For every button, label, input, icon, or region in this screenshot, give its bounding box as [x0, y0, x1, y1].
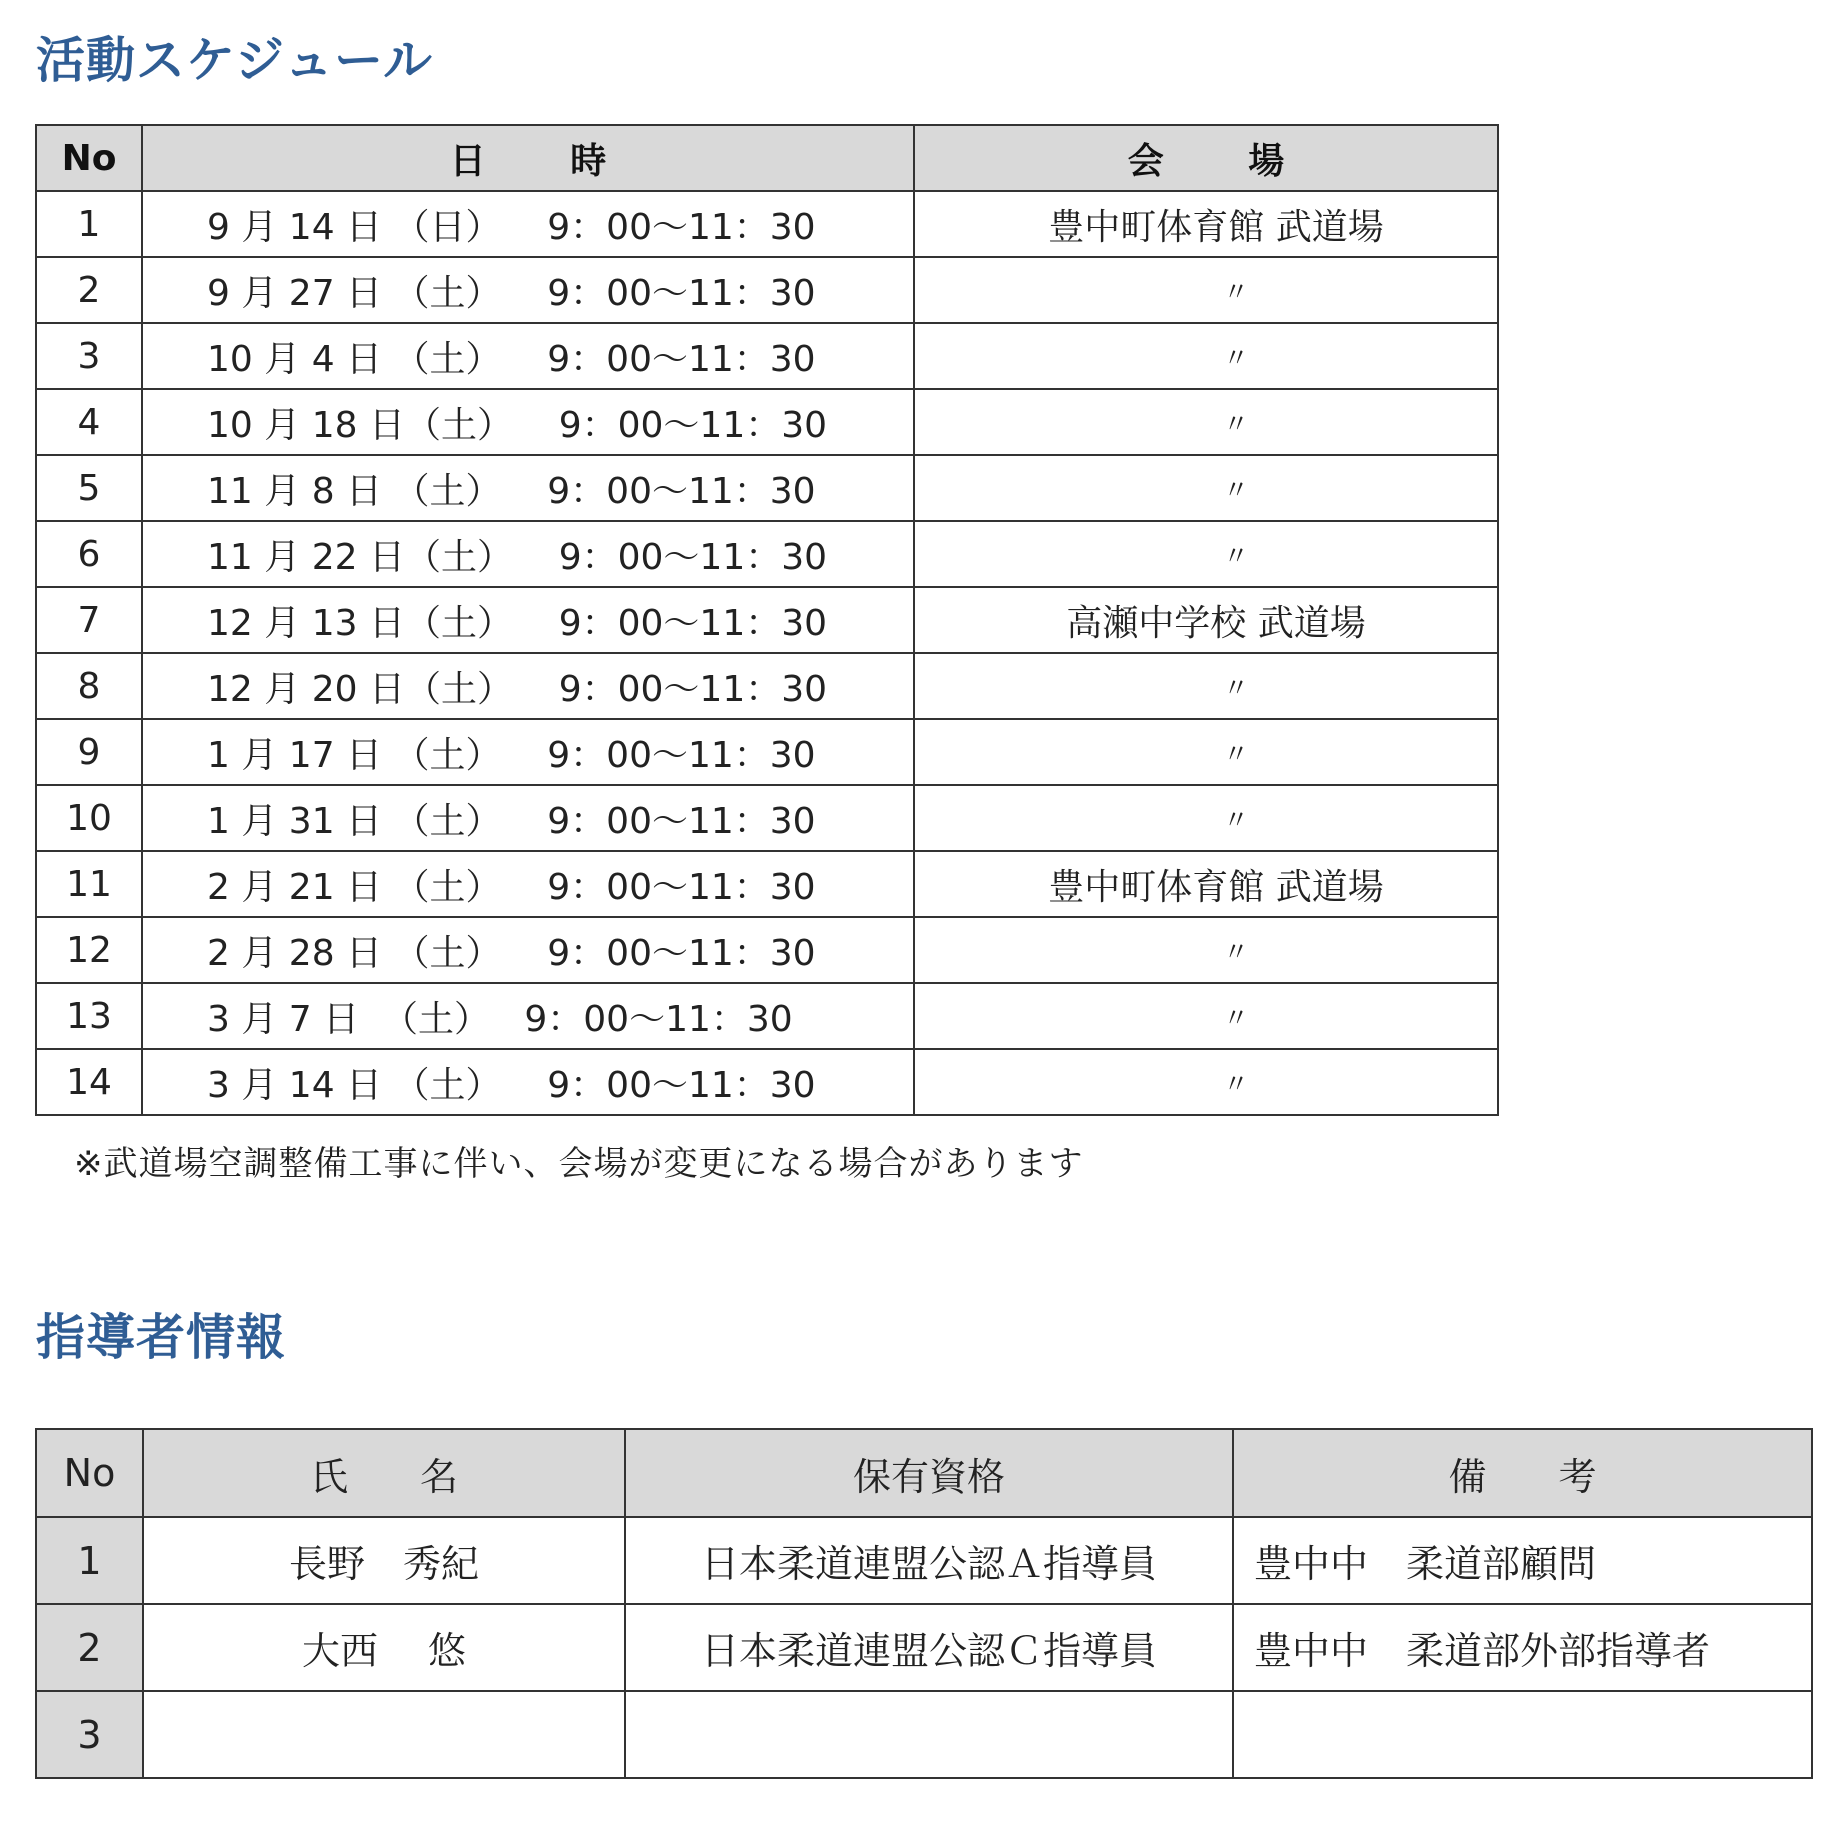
schedule-cell-no: 6	[36, 521, 142, 587]
schedule-row	[36, 257, 1498, 323]
schedule-cell-venue: 〃	[914, 257, 1498, 323]
coach-cell-remarks: 豊中中 柔道部外部指導者	[1233, 1604, 1812, 1691]
coach-cell-name: 大西 悠	[143, 1604, 625, 1691]
schedule-cell-no: 5	[36, 455, 142, 521]
schedule-row	[36, 917, 1498, 983]
schedule-cell-datetime: 1 月 31 日 （土） 9：00～11：30	[142, 785, 914, 851]
schedule-cell-no: 14	[36, 1049, 142, 1115]
schedule-cell-datetime: 10 月 4 日 （土） 9：00～11：30	[142, 323, 914, 389]
schedule-row	[36, 323, 1498, 389]
coaches-header-no: No	[36, 1429, 143, 1517]
coach-cell-name	[143, 1691, 625, 1778]
schedule-cell-venue: 〃	[914, 389, 1498, 455]
schedule-cell-venue: 豊中町体育館 武道場	[914, 191, 1498, 257]
schedule-cell-datetime: 3 月 7 日 （土） 9：00～11：30	[142, 983, 914, 1049]
coach-row	[36, 1517, 1812, 1604]
coach-cell-no: 3	[36, 1691, 143, 1778]
schedule-cell-datetime: 12 月 20 日（土） 9：00～11：30	[142, 653, 914, 719]
schedule-row	[36, 983, 1498, 1049]
schedule-row	[36, 851, 1498, 917]
schedule-row	[36, 191, 1498, 257]
schedule-cell-datetime: 9 月 27 日 （土） 9：00～11：30	[142, 257, 914, 323]
coach-cell-qualification	[625, 1691, 1233, 1778]
schedule-cell-venue: 〃	[914, 785, 1498, 851]
coach-cell-qualification: 日本柔道連盟公認Ａ指導員	[625, 1517, 1233, 1604]
coaches-header-remarks: 備 考	[1233, 1429, 1812, 1517]
schedule-cell-datetime: 2 月 21 日 （土） 9：00～11：30	[142, 851, 914, 917]
coach-row	[36, 1691, 1812, 1778]
schedule-cell-no: 2	[36, 257, 142, 323]
coach-cell-remarks	[1233, 1691, 1812, 1778]
coaches-header-qualification: 保有資格	[625, 1429, 1233, 1517]
schedule-cell-venue: 〃	[914, 983, 1498, 1049]
schedule-cell-no: 8	[36, 653, 142, 719]
schedule-cell-venue: 豊中町体育館 武道場	[914, 851, 1498, 917]
coaches-table	[35, 1428, 1813, 1779]
schedule-cell-datetime: 11 月 22 日（土） 9：00～11：30	[142, 521, 914, 587]
schedule-cell-datetime: 9 月 14 日 （日） 9：00～11：30	[142, 191, 914, 257]
schedule-cell-no: 4	[36, 389, 142, 455]
schedule-cell-datetime: 2 月 28 日 （土） 9：00～11：30	[142, 917, 914, 983]
schedule-cell-venue: 〃	[914, 323, 1498, 389]
coaches-title: 指導者情報	[36, 1309, 287, 1366]
schedule-body	[36, 191, 1498, 1115]
schedule-cell-no: 12	[36, 917, 142, 983]
schedule-header-venue: 会 場	[914, 125, 1498, 191]
schedule-title: 活動スケジュール	[36, 32, 434, 89]
schedule-cell-datetime: 1 月 17 日 （土） 9：00～11：30	[142, 719, 914, 785]
schedule-cell-venue: 高瀬中学校 武道場	[914, 587, 1498, 653]
schedule-cell-venue: 〃	[914, 521, 1498, 587]
schedule-header-datetime: 日 時	[142, 125, 914, 191]
schedule-cell-no: 9	[36, 719, 142, 785]
schedule-row	[36, 653, 1498, 719]
schedule-header-no: No	[36, 125, 142, 191]
schedule-cell-no: 1	[36, 191, 142, 257]
schedule-cell-no: 7	[36, 587, 142, 653]
coaches-header-row	[36, 1429, 1812, 1517]
schedule-row	[36, 785, 1498, 851]
schedule-cell-no: 3	[36, 323, 142, 389]
schedule-row	[36, 1049, 1498, 1115]
coaches-header-name: 氏 名	[143, 1429, 625, 1517]
schedule-cell-datetime: 12 月 13 日（土） 9：00～11：30	[142, 587, 914, 653]
schedule-cell-venue: 〃	[914, 917, 1498, 983]
schedule-cell-datetime: 3 月 14 日 （土） 9：00～11：30	[142, 1049, 914, 1115]
schedule-cell-venue: 〃	[914, 719, 1498, 785]
schedule-cell-no: 13	[36, 983, 142, 1049]
schedule-cell-venue: 〃	[914, 653, 1498, 719]
coach-cell-no: 1	[36, 1517, 143, 1604]
schedule-cell-datetime: 11 月 8 日 （土） 9：00～11：30	[142, 455, 914, 521]
schedule-row	[36, 587, 1498, 653]
coach-cell-remarks: 豊中中 柔道部顧問	[1233, 1517, 1812, 1604]
schedule-table	[35, 124, 1499, 1116]
coaches-body	[36, 1517, 1812, 1778]
schedule-header-row	[36, 125, 1498, 191]
schedule-row	[36, 455, 1498, 521]
schedule-cell-datetime: 10 月 18 日（土） 9：00～11：30	[142, 389, 914, 455]
coach-row	[36, 1604, 1812, 1691]
coach-cell-no: 2	[36, 1604, 143, 1691]
schedule-row	[36, 521, 1498, 587]
coach-cell-name: 長野 秀紀	[143, 1517, 625, 1604]
schedule-cell-no: 10	[36, 785, 142, 851]
coach-cell-qualification: 日本柔道連盟公認Ｃ指導員	[625, 1604, 1233, 1691]
schedule-cell-venue: 〃	[914, 1049, 1498, 1115]
schedule-row	[36, 389, 1498, 455]
schedule-cell-venue: 〃	[914, 455, 1498, 521]
schedule-note: ※武道場空調整備工事に伴い、会場が変更になる場合があります	[74, 1144, 1084, 1184]
schedule-cell-no: 11	[36, 851, 142, 917]
schedule-row	[36, 719, 1498, 785]
